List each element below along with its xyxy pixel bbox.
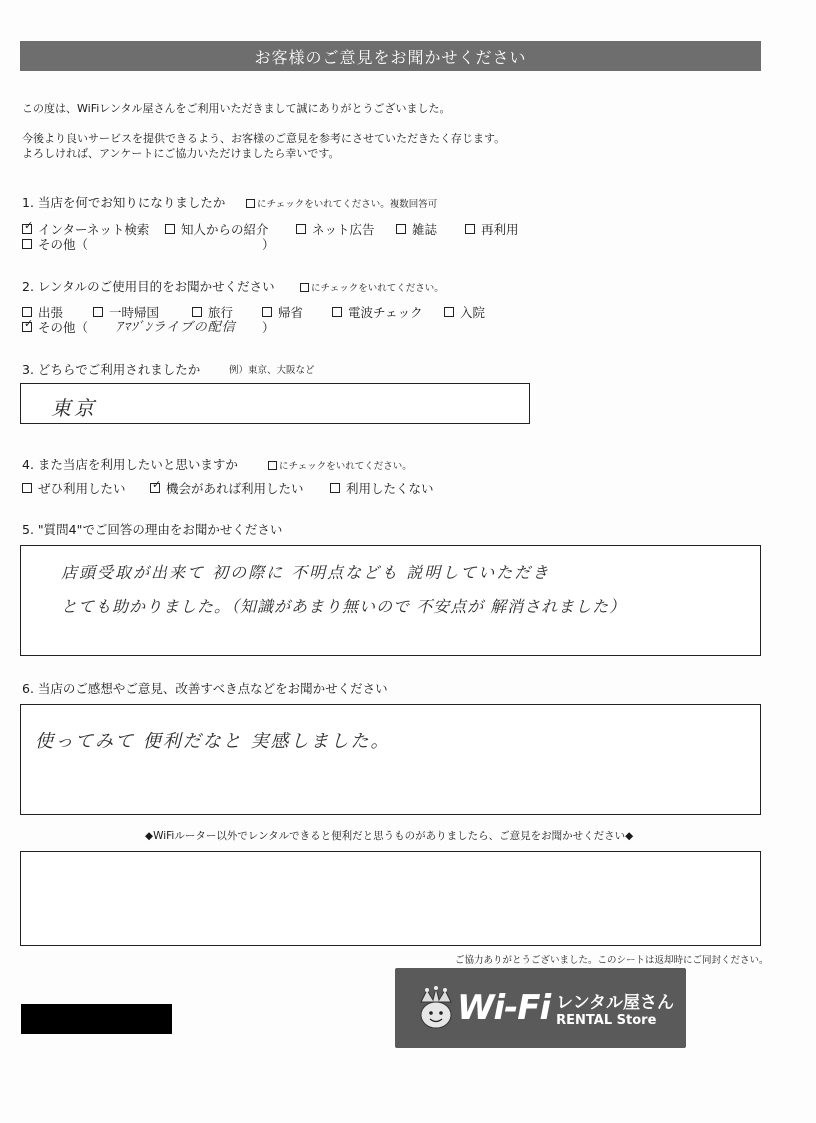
checkbox[interactable] <box>150 478 162 493</box>
intro-line-3: よろしければ、アンケートにご協力いただけましたら幸いです。 <box>22 147 340 160</box>
footer-note: ご協力ありがとうございました。このシートは返却時にご同封ください。 <box>455 955 769 966</box>
checkbox[interactable] <box>262 307 272 317</box>
checkbox[interactable] <box>165 224 175 234</box>
check-mark-icon: ✓ <box>24 317 34 330</box>
q1-note-text: にチェックをいれてください。複数回答可 <box>257 199 438 210</box>
checkbox[interactable] <box>22 307 32 317</box>
logo-en-text: RENTAL Store <box>556 1013 657 1028</box>
q5-answer-box[interactable] <box>20 545 761 656</box>
q7-label: ◆WiFiルーター以外でレンタルできると便利だと思うものがありましたら、ご意見をお聞かせください◆ <box>145 830 634 842</box>
check-mark-icon: ✓ <box>152 478 162 491</box>
q2-other-handwritten-value[interactable]: ｱﾏｿﾞﾝライブの配信 <box>116 320 236 335</box>
checkbox[interactable] <box>22 317 34 332</box>
q2-option-label: 一時帰国 <box>109 305 160 320</box>
redaction-block <box>21 1004 172 1034</box>
q2-note <box>300 280 444 294</box>
q2-option-label: 出張 <box>38 305 64 320</box>
q4-option-label: 利用したくない <box>346 481 434 496</box>
q1-option-web-ad[interactable] <box>296 220 375 238</box>
q4-option-definitely[interactable] <box>22 479 126 497</box>
checkbox-sample-icon <box>300 283 309 292</box>
survey-title: お客様のご意見をお聞かせください <box>254 47 527 67</box>
q1-option-reuse[interactable] <box>465 220 519 238</box>
q2-option-label: その他（ <box>38 320 89 335</box>
q2-option-other[interactable] <box>22 318 88 336</box>
q1-option-label: ネット広告 <box>312 222 375 237</box>
q1-option-label: 再利用 <box>481 222 519 237</box>
q1-note <box>246 196 437 210</box>
q4-option-if-chance[interactable] <box>150 479 304 497</box>
checkbox-sample-icon <box>268 461 277 470</box>
checkbox[interactable] <box>22 239 32 249</box>
q1-option-label: 知人からの紹介 <box>181 222 269 237</box>
q3-label: 3. どちらでご利用されましたか <box>22 362 201 377</box>
checkbox[interactable] <box>93 307 103 317</box>
q3-handwritten-answer: 東京 <box>51 396 97 420</box>
q5-handwritten-line-1: 店頭受取が出来て 初の際に 不明点なども 説明していただき <box>61 563 551 582</box>
q4-option-label: 機会があれば利用したい <box>166 481 304 496</box>
checkbox[interactable] <box>444 307 454 317</box>
intro-line-1: この度は、WiFiレンタル屋さんをご利用いただきまして誠にありがとうございました。 <box>22 102 451 115</box>
q6-label: 6. 当店のご感想やご意見、改善すべき点などをお聞かせください <box>22 681 388 696</box>
q1-option-magazine[interactable] <box>396 220 437 238</box>
checkbox[interactable] <box>332 307 342 317</box>
q2-option-label: 入院 <box>460 305 486 320</box>
q6-handwritten-answer: 使ってみて 便利だなと 実感しました。 <box>35 731 391 752</box>
q2-option-label: 旅行 <box>208 305 234 320</box>
q2-label: 2. レンタルのご使用目的をお聞かせください <box>22 279 275 294</box>
checkbox[interactable] <box>465 224 475 234</box>
checkbox[interactable] <box>330 483 340 493</box>
q4-option-label: ぜひ利用したい <box>38 481 126 496</box>
q2-option-label: 電波チェック <box>348 305 423 320</box>
q2-option-label: 帰省 <box>278 305 304 320</box>
q4-option-no[interactable] <box>330 479 434 497</box>
check-mark-icon: ✓ <box>24 219 34 232</box>
q1-option-label: その他（ <box>38 237 89 252</box>
q1-label: 1. 当店を何でお知りになりましたか <box>22 195 226 210</box>
q2-option-hospital[interactable] <box>444 303 485 321</box>
q1-option-label: 雑誌 <box>412 222 438 237</box>
q5-label: 5. "質問4"でご回答の理由をお聞かせください <box>22 522 283 537</box>
q4-note <box>268 458 412 472</box>
q1-option-referral[interactable] <box>165 220 269 238</box>
q1-option-other[interactable] <box>22 235 88 253</box>
q4-note-text: にチェックをいれてください。 <box>279 461 412 472</box>
q3-note: 例）東京、大阪など <box>229 365 315 376</box>
q1-option-label: インターネット検索 <box>38 222 150 237</box>
logo-jp-text: レンタル屋さん <box>556 993 675 1013</box>
intro-line-2: 今後より良いサービスを提供できるよう、お客様のご意見を参考にさせていただきたく存じます。 <box>22 132 506 145</box>
checkbox[interactable] <box>296 224 306 234</box>
company-logo <box>395 968 686 1048</box>
logo-right-text <box>556 988 674 1028</box>
q6-answer-box[interactable] <box>20 704 761 815</box>
q4-label: 4. また当店を利用したいと思いますか <box>22 457 238 472</box>
q7-answer-box[interactable] <box>20 851 761 946</box>
q5-handwritten-line-2: とても助かりました。（知識があまり無いので 不安点が 解消されました） <box>61 597 627 616</box>
q2-other-close-paren: ） <box>262 320 275 335</box>
checkbox-sample-icon <box>246 199 255 208</box>
crown-mascot-icon <box>417 986 455 1030</box>
checkbox[interactable] <box>22 219 34 234</box>
logo-wifi-text: Wi-Fi <box>457 988 551 1028</box>
q1-other-close-paren: ） <box>262 237 275 252</box>
checkbox[interactable] <box>22 483 32 493</box>
q2-option-signal-check[interactable] <box>332 303 423 321</box>
q2-note-text: にチェックをいれてください。 <box>311 283 444 294</box>
q3-answer-box[interactable] <box>20 383 530 424</box>
survey-title-bar <box>20 41 761 71</box>
checkbox[interactable] <box>396 224 406 234</box>
